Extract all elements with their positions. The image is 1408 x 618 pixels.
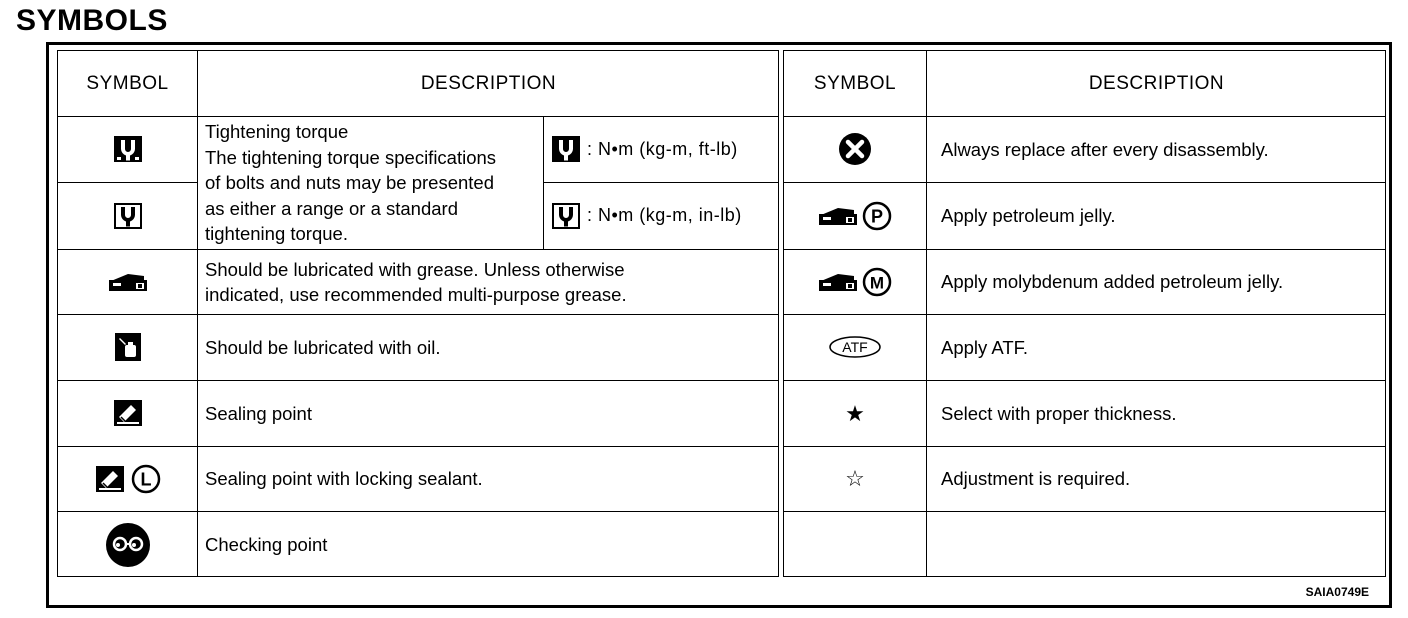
torque-unit-inlb <box>545 182 780 249</box>
sealant-locking-icon <box>58 446 197 511</box>
description-header: DESCRIPTION <box>1088 73 1225 94</box>
grease-description <box>197 249 780 314</box>
replace-x-icon <box>784 116 926 182</box>
torque-ftlb-icon <box>551 135 581 163</box>
torque-inlb-icon <box>551 202 581 230</box>
locking-sealant-description: Sealing point with locking sealant. <box>205 468 483 489</box>
empty-symbol-cell <box>784 511 926 578</box>
symbol-header: SYMBOL <box>86 73 169 94</box>
symbol-header: SYMBOL <box>813 73 897 94</box>
torque-unit-ftlb <box>545 116 780 182</box>
torque-ftlb-icon <box>58 116 197 182</box>
sealant-icon <box>95 465 125 493</box>
grease-icon <box>58 249 197 314</box>
torque-inlb-icon <box>58 182 197 249</box>
page-title: SYMBOLS <box>16 4 168 37</box>
grease-icon <box>818 272 858 292</box>
locking-l-circle-icon <box>131 464 161 494</box>
adjustment-description: Adjustment is required. <box>941 468 1131 489</box>
symbols-frame <box>46 42 1392 608</box>
sealant-description: Sealing point <box>205 402 312 424</box>
empty-description-cell <box>926 511 1387 578</box>
grease-line: indicated, use recommended multi-purpose grease. <box>205 283 627 305</box>
unit-text-ftlb: : N•m (kg-m, ft-lb) <box>587 138 738 159</box>
oil-description: Should be lubricated with oil. <box>205 336 441 358</box>
filled-star-icon: ★ <box>845 400 865 426</box>
grease-icon <box>818 206 858 226</box>
torque-text-line: tightening torque. <box>205 223 348 244</box>
right-symbol-table <box>783 50 1386 577</box>
molybdenum-jelly-icon <box>784 249 926 314</box>
left-symbol-table <box>57 50 779 577</box>
m-circle-icon <box>862 267 892 297</box>
locking-l-letter: L <box>140 469 151 489</box>
p-circle-icon <box>862 201 892 231</box>
torque-description <box>205 119 541 247</box>
grease-line: Should be lubricated with grease. Unless otherwise <box>205 258 625 280</box>
atf-description: Apply ATF. <box>941 336 1029 358</box>
petroleum-jelly-icon <box>784 182 926 249</box>
checking-point-description: Checking point <box>205 534 328 555</box>
torque-title: Tightening torque <box>205 121 349 142</box>
atf-label: ATF <box>842 339 868 355</box>
figure-code: SAIA0749E <box>1305 585 1369 599</box>
unit-text-inlb: : N•m (kg-m, in-lb) <box>587 205 742 225</box>
atf-icon <box>784 314 926 380</box>
petroleum-jelly-description: Apply petroleum jelly. <box>941 205 1116 226</box>
replace-description: Always replace after every disassembly. <box>941 138 1269 160</box>
p-letter: P <box>870 206 884 226</box>
m-letter: M <box>869 273 885 292</box>
torque-text-line: of bolts and nuts may be presented <box>205 172 494 193</box>
sealant-icon <box>58 380 197 446</box>
torque-text-line: The tightening torque specifications <box>205 146 497 168</box>
description-header: DESCRIPTION <box>420 73 557 94</box>
molybdenum-description: Apply molybdenum added petroleum jelly. <box>941 271 1284 292</box>
outline-star-icon: ☆ <box>845 466 865 491</box>
oil-can-icon <box>58 314 197 380</box>
thickness-description: Select with proper thickness. <box>941 402 1177 424</box>
checking-point-icon <box>58 511 197 578</box>
torque-text-line: as either a range or a standard <box>205 197 458 219</box>
